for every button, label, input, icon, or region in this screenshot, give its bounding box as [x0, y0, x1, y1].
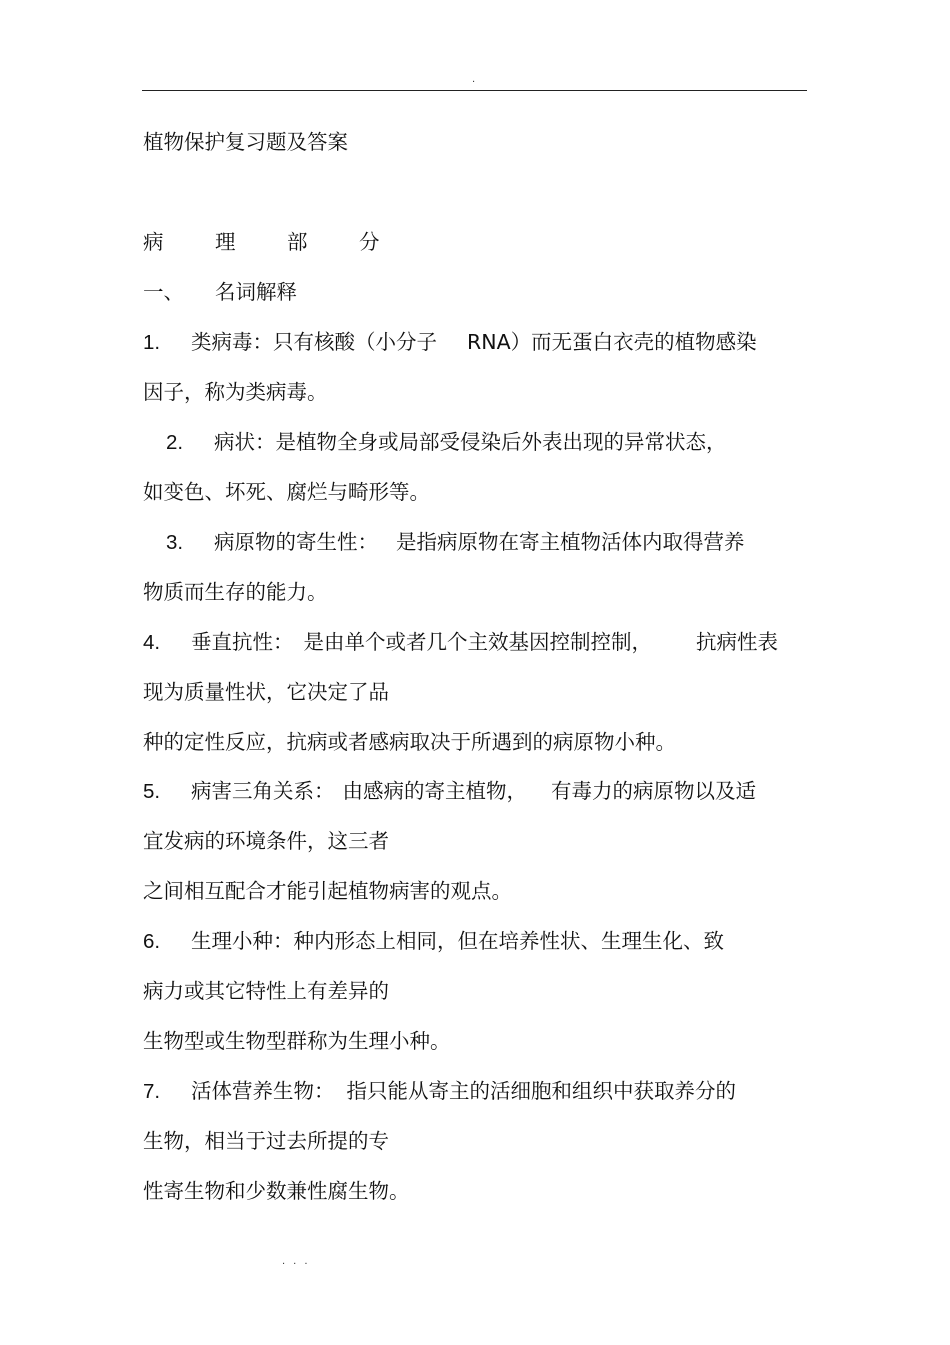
item-text: 有毒力的病原物以及适: [551, 779, 756, 803]
item-number: 1.: [143, 331, 161, 354]
definition-line: [143, 929, 724, 954]
definition-line: 之间相互配合才能引起植物病害的观点。: [143, 879, 512, 903]
definition-line: 性寄生物和少数兼性腐生物。: [143, 1179, 410, 1203]
section-title-char: 理: [215, 230, 236, 254]
item-number: 3.: [166, 531, 184, 554]
item-number: 2.: [166, 431, 184, 454]
definition-line: [143, 1079, 736, 1104]
header-rule: [142, 90, 807, 91]
definition-line: 因子，称为类病毒。: [143, 380, 328, 404]
header-mark: .: [472, 74, 476, 85]
footer-mark: ...: [282, 1256, 316, 1267]
item-text: 病状：是植物全身或局部受侵染后外表出现的异常状态，: [214, 430, 727, 454]
definition-line: 种的定性反应，抗病或者感病取决于所遇到的病原物小种。: [143, 730, 676, 754]
definition-line: 生物型或生物型群称为生理小种。: [143, 1029, 451, 1053]
item-number: 4.: [143, 631, 161, 654]
section-title-char: 病: [143, 230, 164, 254]
item-text: 类病毒：只有核酸（小分子: [191, 330, 437, 354]
definition-line: [166, 530, 745, 555]
item-number: 6.: [143, 930, 161, 953]
item-number: 7.: [143, 1080, 161, 1103]
subsection-heading: [143, 280, 297, 305]
definition-line: [143, 630, 778, 655]
definition-line: 现为质量性状，它决定了品: [143, 680, 389, 704]
item-text: 垂直抗性：: [191, 630, 294, 654]
definition-line: [143, 779, 756, 804]
section-title-char: 部: [287, 230, 308, 254]
item-number: 5.: [143, 780, 161, 803]
item-text: RNA）而无蛋白衣壳的植物感染: [467, 330, 757, 354]
item-text: 活体营养生物：: [191, 1079, 335, 1103]
document-title: 植物保护复习题及答案: [143, 130, 348, 154]
definition-line: 物质而生存的能力。: [143, 580, 328, 604]
section-title: [143, 230, 431, 254]
item-text: 病害三角关系：: [191, 779, 335, 803]
item-text: 由感病的寄主植物，: [342, 779, 527, 803]
definition-line: 病力或其它特性上有差异的: [143, 979, 389, 1003]
definition-line: 宜发病的环境条件，这三者: [143, 829, 389, 853]
definition-line: [166, 430, 727, 455]
definition-line: 如变色、坏死、腐烂与畸形等。: [143, 480, 430, 504]
item-text: 是由单个或者几个主效基因控制控制，: [303, 630, 652, 654]
item-text: 抗病性表: [696, 630, 778, 654]
subsection-number: 一、: [143, 281, 184, 304]
definition-line: [143, 330, 757, 355]
section-title-char: 分: [359, 230, 380, 254]
item-text: 病原物的寄生性：: [214, 530, 378, 554]
definition-line: 生物，相当于过去所提的专: [143, 1129, 389, 1153]
subsection-label: 名词解释: [215, 280, 297, 304]
item-text: 是指病原物在寄主植物活体内取得营养: [396, 530, 745, 554]
item-text: 指只能从寄主的活细胞和组织中获取养分的: [346, 1079, 736, 1103]
item-text: 生理小种：种内形态上相同，但在培养性状、生理生化、致: [191, 929, 724, 953]
